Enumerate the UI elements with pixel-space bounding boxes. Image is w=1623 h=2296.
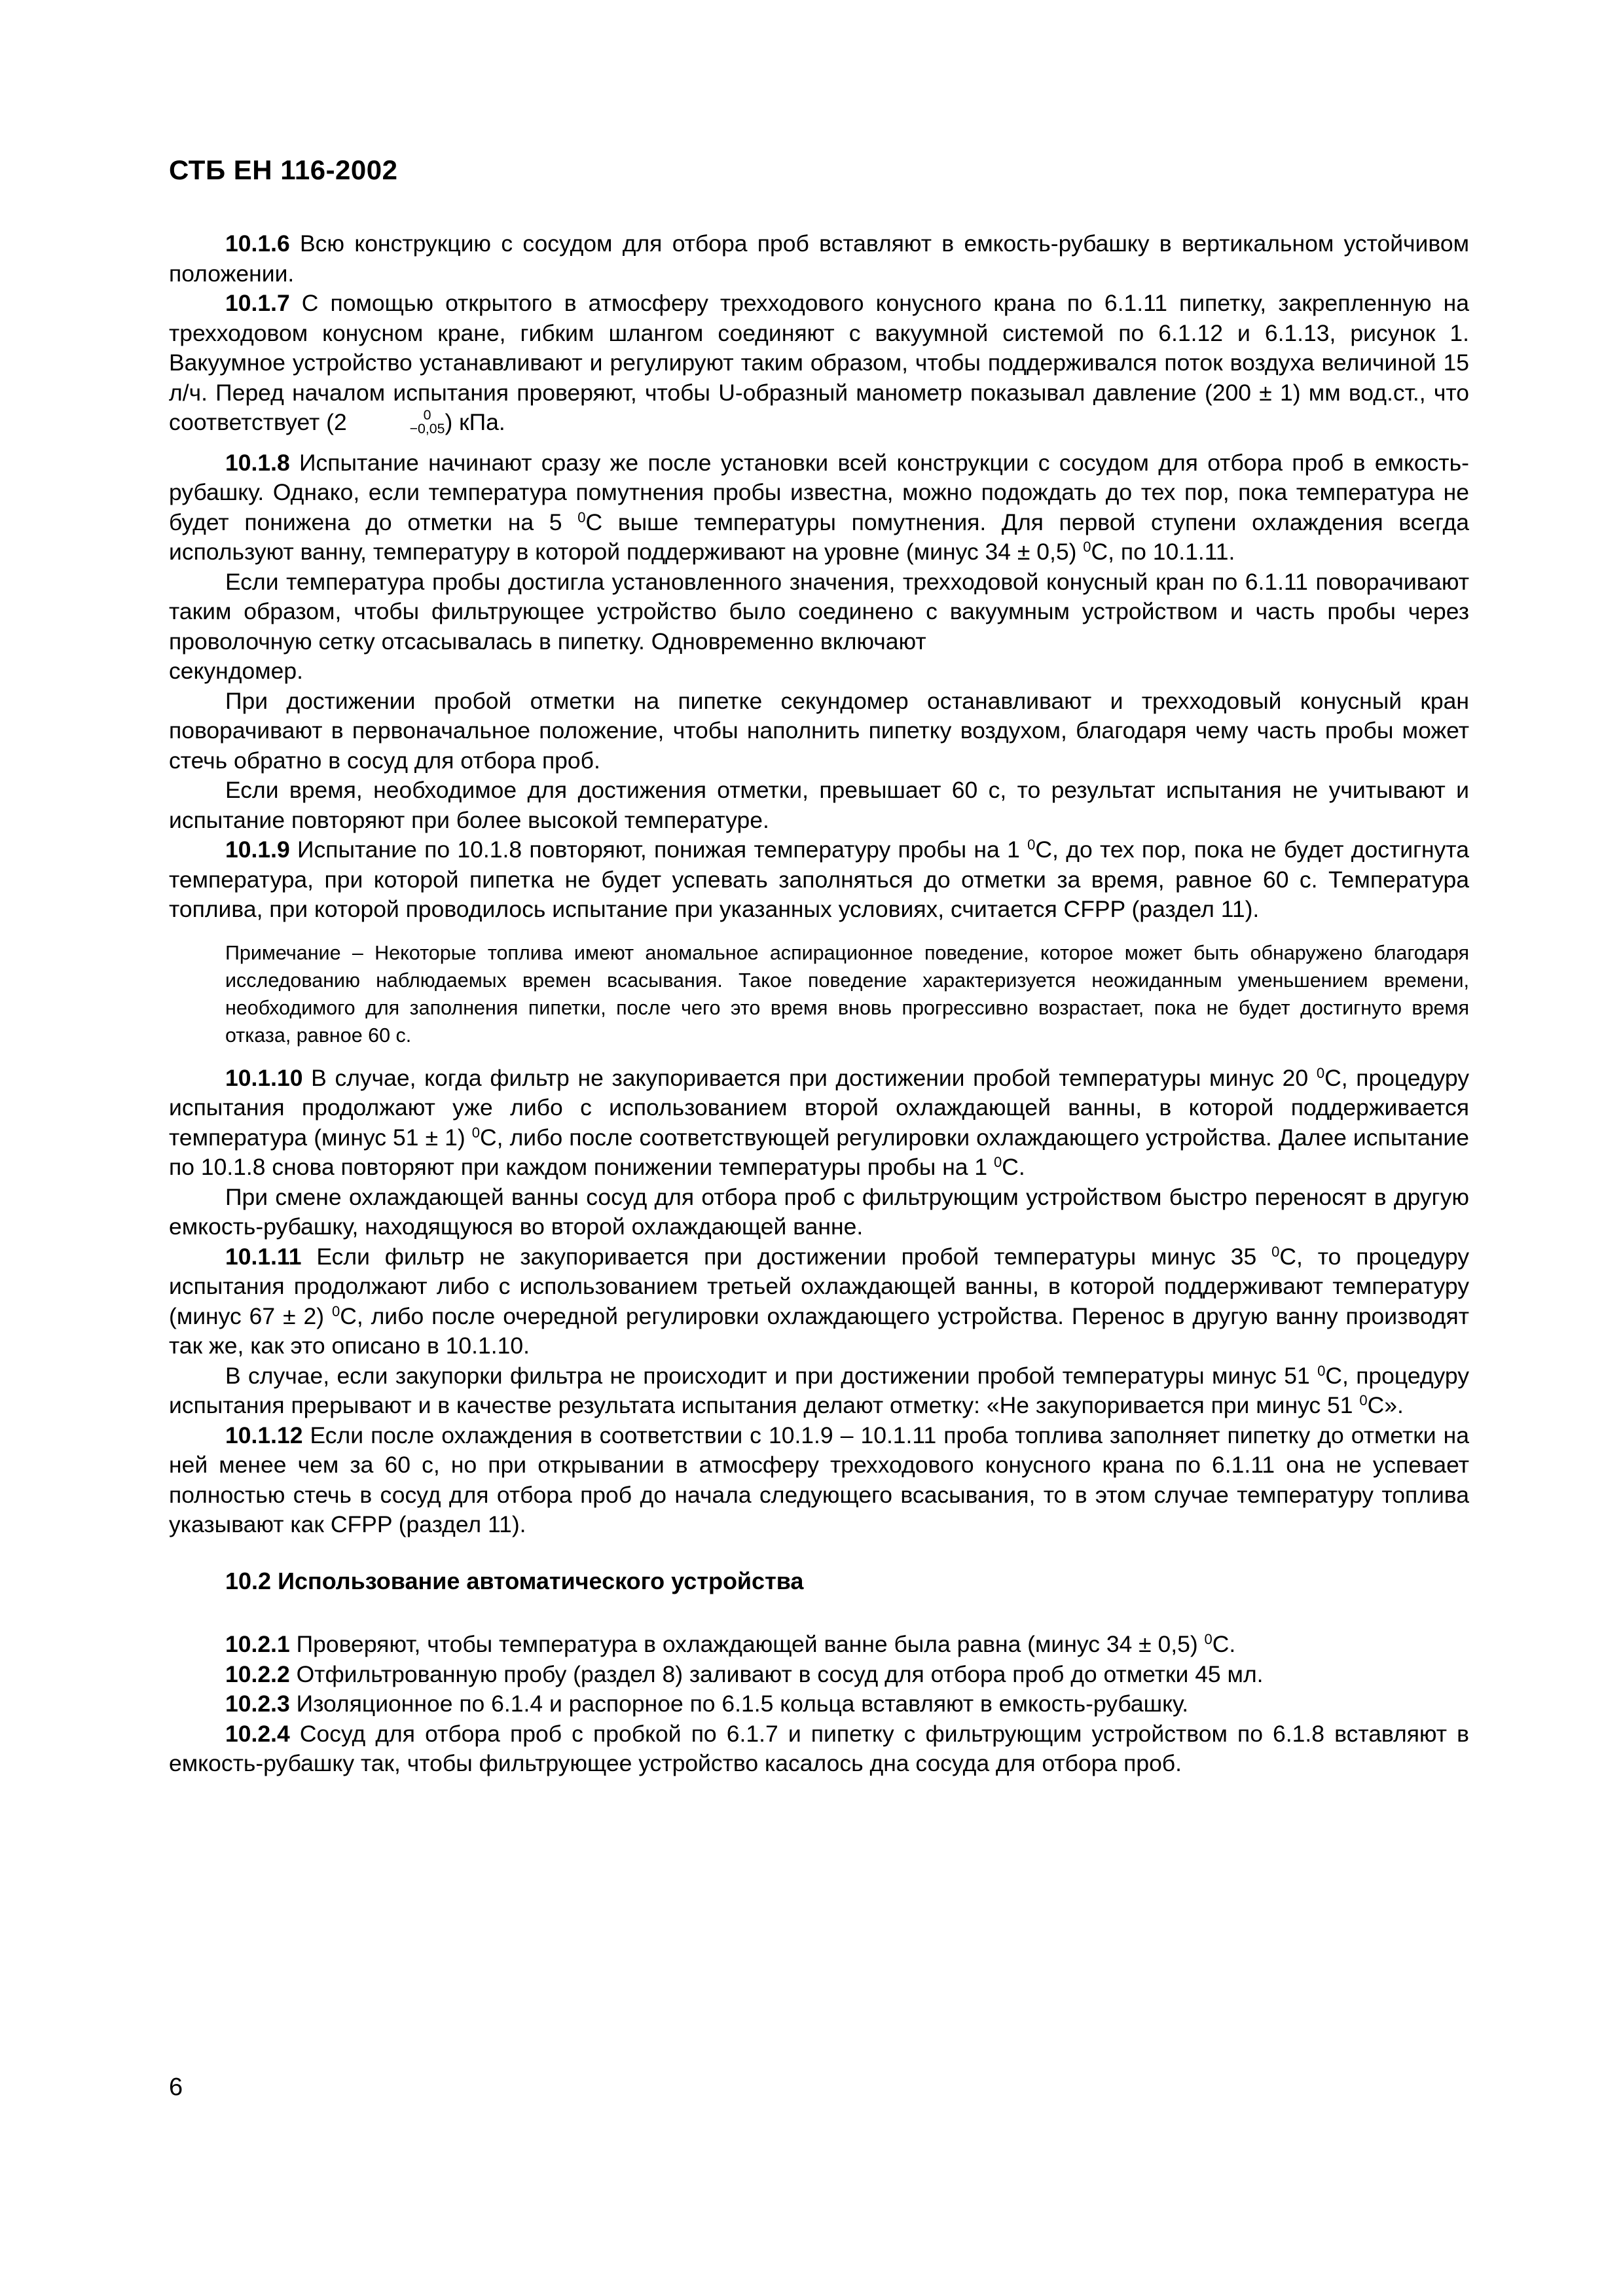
clause-number: 10.1.9 <box>225 836 290 863</box>
clause-10-1-10 <box>169 1064 1469 1183</box>
clause-number: 10.1.8 <box>225 449 290 476</box>
clause-number: 10.2.4 <box>225 1720 290 1747</box>
clause-text: В случае, если закупорки фильтра не происходит и при достижении пробой температуры минус 51 <box>225 1362 1318 1389</box>
degree-mark: 0 <box>1027 836 1036 853</box>
clause-10-1-6 <box>169 229 1469 289</box>
clause-text: С, процедуру испытания прерывают и в качестве результата испытания делают отметку: «Не закупоривается при минус 51 <box>169 1362 1469 1418</box>
paragraph: Если время, необходимое для достижения отметки, превышает 60 с, то результат испытания не учитывают и испытание повторяют при более высокой температуре. <box>169 777 1469 833</box>
degree-mark: 0 <box>994 1153 1002 1170</box>
clause-text: Испытание начинают сразу же после установки всей конструкции с сосудом для отбора проб в емкость-рубашку. Однако, если температура помутнения пробы известна, можно подождать до тех пор, пока температура не будет понижена до отметки на 5 <box>169 449 1469 535</box>
section-heading: 10.2 Использование автоматического устройства <box>225 1567 804 1594</box>
clause-text: С, либо после очередной регулировки охлаждающего устройства. Перенос в другую ванну производят так же, как это описано в 10.1.10. <box>169 1302 1469 1359</box>
clause-text: Изоляционное по 6.1.4 и распорное по 6.1.5 кольца вставляют в емкость-рубашку. <box>289 1691 1189 1717</box>
tolerance-upper: 0 <box>423 407 431 423</box>
clause-text: С помощью открытого в атмосферу трехходового конусного крана по 6.1.11 пипетку, закрепленную на трехходовом конусном кране, гибким шлангом соединяют с вакуумной системой по 6.1.12 и 6.1.13, рисунок 1. Вакуумное устройство устанавливают и регулируют таким образом, чтобы поддерживался поток воздуха величиной 15 л/ч. Перед началом испытания проверяют, чтобы U-образный манометр показывал давление (200 ± 1) мм вод.ст., что соответствует (2 <box>169 290 1469 435</box>
clause-text: Отфильтрованную пробу (раздел 8) заливают в сосуд для отбора проб до отметки 45 мл. <box>289 1660 1264 1687</box>
paragraph: При достижении пробой отметки на пипетке секундомер останавливают и трехходовый конусный кран поворачивают в первоначальное положение, чтобы наполнить пипетку воздухом, благодаря чему часть пробы может стечь обратно в сосуд для отбора проб. <box>169 687 1469 774</box>
clause-number: 10.1.7 <box>225 290 290 316</box>
clause-10-1-9 <box>169 835 1469 925</box>
clause-number: 10.1.11 <box>225 1243 302 1270</box>
clause-10-2-1 <box>169 1630 1469 1660</box>
degree-mark: 0 <box>1271 1243 1280 1260</box>
clause-10-1-12 <box>169 1421 1469 1540</box>
clause-text: С выше температуры помутнения. Для первой ступени охлаждения всегда используют ванну, температуру в которой поддерживают на уровне (минус 34 ± 0,5) <box>169 509 1469 565</box>
clause-text: Если после охлаждения в соответствии с 10.1.9 – 10.1.11 проба топлива заполняет пипетку до отметки на ней менее чем за 60 с, но при открывании в атмосферу трехходового конусного крана по 6.1.11 она не успевает полностью стечь в сосуд для отбора проб до начала следующего всасывания, то в этом случае температуру топлива указывают как CFPP (раздел 11). <box>169 1422 1469 1537</box>
clause-text: В случае, когда фильтр не закупоривается при достижении пробой температуры минус 20 <box>302 1064 1317 1091</box>
paragraph: секундомер. <box>169 658 303 684</box>
clause-text: С, до тех пор, пока не будет достигнута температура, при которой пипетка не будет успевать заполняться до отметки за время, равное 60 с. Температура топлива, при которой проводилось испытание при указанных условиях, считается CFPP (раздел 11). <box>169 836 1470 922</box>
document-code-header: СТБ ЕН 116-2002 <box>169 154 398 185</box>
clause-10-2-3 <box>169 1689 1469 1719</box>
paragraph <box>169 1361 1469 1421</box>
clause-10-2-4 <box>169 1719 1469 1779</box>
document-body <box>169 229 1469 1779</box>
clause-text: Всю конструкцию с сосудом для отбора проб вставляют в емкость-рубашку в вертикальном устойчивом положении. <box>169 230 1469 287</box>
clause-text: С, по 10.1.11. <box>1091 539 1235 565</box>
clause-10-2-2 <box>169 1660 1469 1690</box>
clause-text: С, процедуру испытания продолжают уже либо с использованием второй охлаждающей ванны, в которой поддерживается температура (минус 51 ± 1) <box>169 1064 1469 1151</box>
pressure-tolerance <box>354 408 445 437</box>
paragraph: Если температура пробы достигла установленного значения, трехходовой конусный кран по 6.1.11 поворачивают таким образом, чтобы фильтрующее устройство было соединено с вакуумным устройством и часть пробы через проволочную сетку отсасывалась в пипетку. Одновременно включают <box>169 568 1469 655</box>
degree-mark: 0 <box>1204 1630 1213 1647</box>
clause-text: С. <box>1212 1631 1236 1657</box>
clause-text: Если фильтр не закупоривается при достижении пробой температуры минус 35 <box>301 1243 1272 1270</box>
clause-number: 10.2.1 <box>225 1631 290 1657</box>
tolerance-lower: −0,05 <box>409 421 445 437</box>
degree-mark: 0 <box>1359 1391 1368 1408</box>
clause-text: Сосуд для отбора проб с пробкой по 6.1.7 и пипетку с фильтрующим устройством по 6.1.8 вставляют в емкость-рубашку так, чтобы фильтрующее устройство касалось дна сосуда для отбора проб. <box>169 1720 1469 1776</box>
page-number: 6 <box>169 2073 183 2101</box>
clause-text: Испытание по 10.1.8 повторяют, понижая температуру пробы на 1 <box>289 836 1028 863</box>
clause-text-tail: ) кПа. <box>445 409 505 435</box>
clause-text: С, то процедуру испытания продолжают либо с использованием третьей охлаждающей ванны, в которой поддерживают температуру (минус 67 ± 2) <box>169 1243 1469 1329</box>
clause-number: 10.2.2 <box>225 1660 290 1687</box>
degree-mark: 0 <box>1317 1362 1326 1379</box>
degree-mark: 0 <box>331 1302 340 1319</box>
degree-mark: 0 <box>577 509 586 526</box>
clause-10-1-7 <box>169 289 1469 438</box>
clause-text: С. <box>1002 1154 1025 1180</box>
degree-mark: 0 <box>1083 538 1091 555</box>
clause-number: 10.1.12 <box>225 1422 303 1448</box>
clause-text: С». <box>1367 1392 1404 1418</box>
paragraph: При смене охлаждающей ванны сосуд для отбора проб с фильтрующим устройством быстро переносят в другую емкость-рубашку, находящуюся во второй охлаждающей ванне. <box>169 1183 1469 1240</box>
clause-number: 10.2.3 <box>225 1691 290 1717</box>
degree-mark: 0 <box>1316 1064 1325 1081</box>
clause-10-1-8 <box>169 448 1469 567</box>
clause-number: 10.1.6 <box>225 230 290 257</box>
clause-number: 10.1.10 <box>225 1064 303 1091</box>
degree-mark: 0 <box>471 1124 481 1141</box>
clause-text: Проверяют, чтобы температура в охлаждающей ванне была равна (минус 34 ± 0,5) <box>289 1631 1205 1657</box>
clause-text: С, либо после соответствующей регулировки охлаждающего устройства. Далее испытание по 10.1.8 снова повторяют при каждом понижении температуры пробы на 1 <box>169 1124 1469 1180</box>
note: Примечание – Некоторые топлива имеют аномальное аспирационное поведение, которое может быть обнаружено благодаря исследованию наблюдаемых времен всасывания. Такое поведение характеризуется неожиданным уменьшением времени, необходимого для заполнения пипетки, после чего это время вновь прогрессивно возрастает, пока не будет достигнуто время отказа, равное 60 с. <box>225 941 1469 1047</box>
clause-10-1-11 <box>169 1242 1469 1361</box>
